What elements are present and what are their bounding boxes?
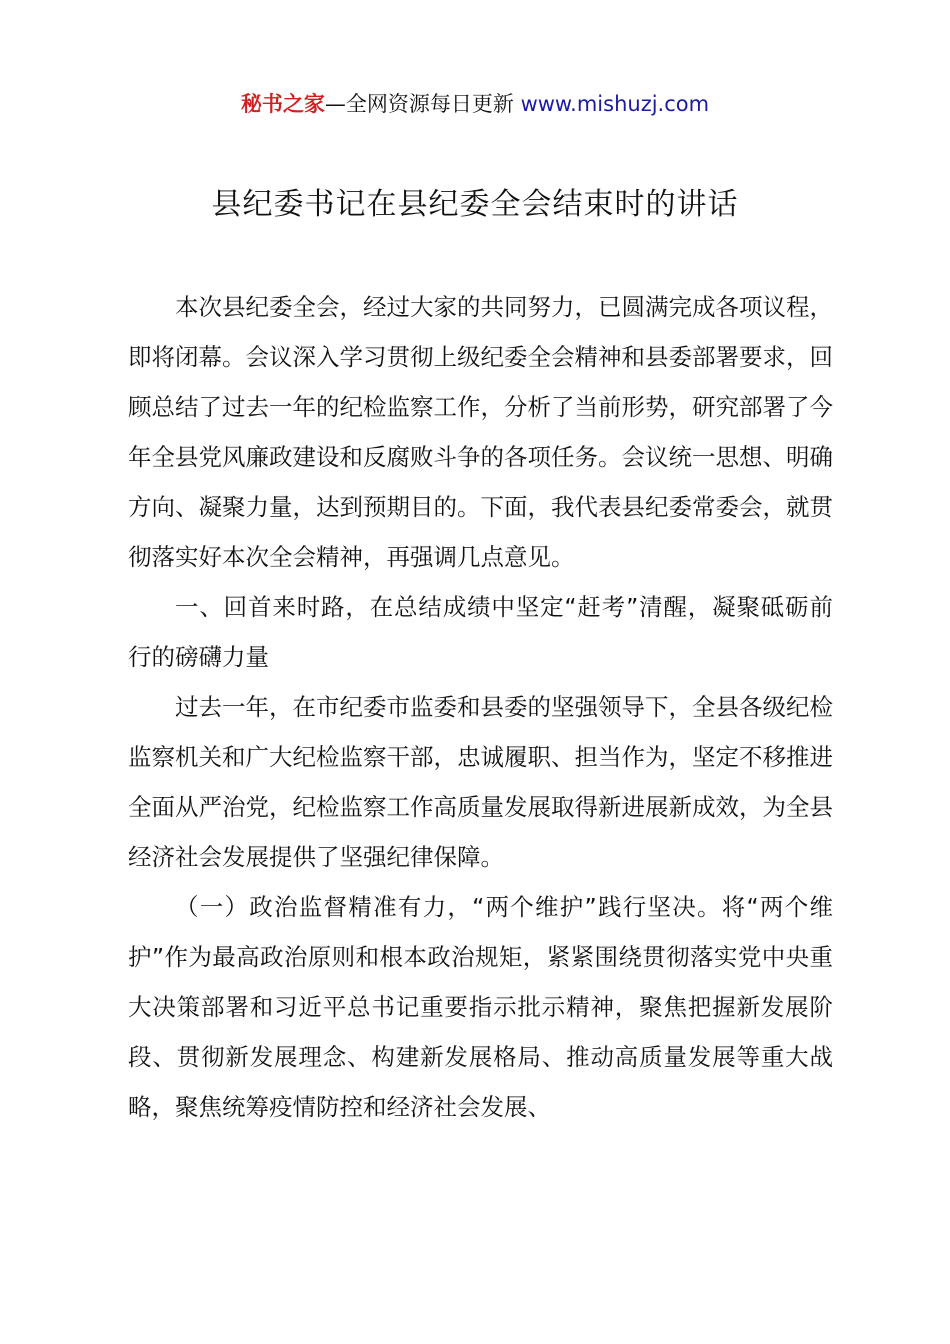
paragraph-review: 过去一年，在市纪委市监委和县委的坚强领导下，全县各级纪检监察机关和广大纪检监察干部，忠诚履职、担当作为，坚定不移推进全面从严治党，纪检监察工作高质量发展取得新进展新成效，为全县经济社会发展提供了坚强纪律保障。 xyxy=(128,693,833,871)
site-tagline: —全网资源每日更新 xyxy=(324,92,521,116)
section-heading-1: 一、回首来时路，在总结成绩中坚定“赶考”清醒，凝聚砥砺前行的磅礴力量 xyxy=(128,593,833,671)
paragraph-political-supervision: （一）政治监督精准有力，“两个维护”践行坚决。将“两个维护”作为最高政治原则和根本政治规矩，紧紧围绕贯彻落实党中央重大决策部署和习近平总书记重要指示批示精神，聚焦把握新发展阶段、贯彻新发展理念、构建新发展格局、推动高质量发展等重大战略，聚焦统筹疫情防控和经济社会发展、 xyxy=(128,893,833,1121)
site-url-link[interactable]: www.mishuzj.com xyxy=(520,92,710,116)
paragraph-intro: 本次县纪委全会，经过大家的共同努力，已圆满完成各项议程，即将闭幕。会议深入学习贯彻上级纪委全会精神和县委部署要求，回顾总结了过去一年的纪检监察工作，分析了当前形势，研究部署了今年全县党风廉政建设和反腐败斗争的各项任务。会议统一思想、明确方向、凝聚力量，达到预期目的。下面，我代表县纪委常委会，就贯彻落实好本次全会精神，再强调几点意见。 xyxy=(128,293,833,571)
site-brand: 秘书之家 xyxy=(240,92,325,116)
document-body xyxy=(128,282,833,1132)
site-header xyxy=(0,88,950,120)
document-title: 县纪委书记在县纪委全会结束时的讲话 xyxy=(211,187,739,222)
